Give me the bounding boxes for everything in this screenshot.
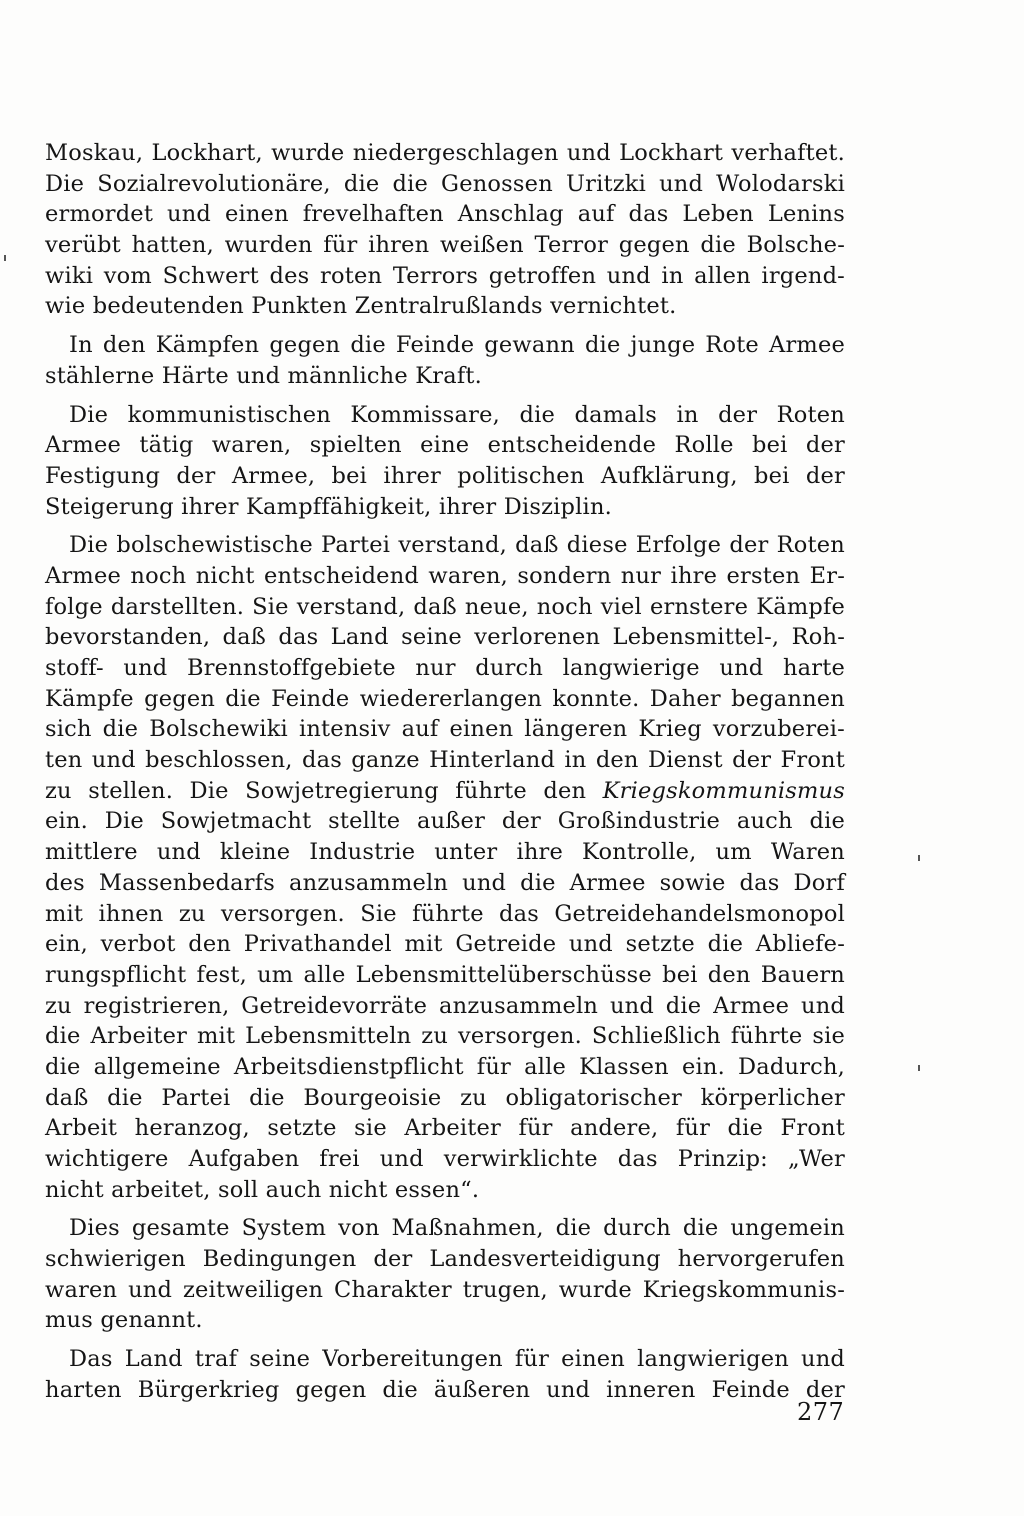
text-line: Die bolschewistische Partei verstand, daß diese Erfolge der Roten [69, 532, 845, 559]
text-line: zu registrieren, Getreidevorräte anzusammeln und die Armee und [45, 992, 845, 1019]
text-line: harten Bürgerkrieg gegen die äußeren und inneren Feinde der [45, 1376, 845, 1403]
text-line: verübt hatten, wurden für ihren weißen Terror gegen die Bolsche- [45, 232, 845, 259]
text-line: ein. Die Sowjetmacht stellte außer der Großindustrie auch die [45, 808, 845, 835]
paragraph [45, 400, 845, 523]
text-line: Steigerung ihrer Kampffähigkeit, ihrer Disziplin. [45, 493, 612, 520]
text-line: rungspflicht fest, um alle Lebensmittelüberschüsse bei den Bauern [45, 961, 845, 988]
text-line [45, 776, 845, 807]
text-line: Dies gesamte System von Maßnahmen, die durch die ungemein [69, 1215, 845, 1242]
paragraph [45, 330, 845, 391]
scan-speck [4, 255, 6, 261]
text-line: Die kommunistischen Kommissare, die damals in der Roten [69, 401, 845, 428]
text-line: mittlere und kleine Industrie unter ihre Kontrolle, um Waren [45, 839, 845, 866]
text-segment: zu stellen. Die Sowjetregierung führte den [45, 777, 587, 804]
text-line: daß die Partei die Bourgeoisie zu obligatorischer körperlicher [45, 1084, 845, 1111]
text-line: nicht arbeitet, soll auch nicht essen“. [45, 1176, 480, 1203]
text-line: wichtigere Aufgaben frei und verwirklichte das Prinzip: „Wer [45, 1146, 845, 1172]
emphasized-term: Kriegskommunismus [602, 777, 845, 804]
text-line: schwierigen Bedingungen der Landesverteidigung hervorgerufen [45, 1246, 845, 1273]
text-line: Kämpfe gegen die Feinde wiedererlangen konnte. Daher begannen [45, 685, 845, 712]
paragraph [45, 1213, 845, 1336]
text-line: Arbeit heranzog, setzte sie Arbeiter für andere, für die Front [45, 1115, 845, 1142]
page-number: 277 [797, 1398, 845, 1426]
scan-speck [918, 1065, 920, 1071]
text-line: ein, verbot den Privathandel mit Getreide und setzte die Abliefe- [45, 931, 845, 958]
text-line: ten und beschlossen, das ganze Hinterland in den Dienst der Front [45, 747, 845, 774]
text-line: die allgemeine Arbeitsdienstpflicht für alle Klassen ein. Dadurch, [45, 1053, 845, 1080]
paragraph [45, 1344, 845, 1405]
scan-speck [918, 855, 920, 861]
text-line: ermordet und einen frevelhaften Anschlag auf das Leben Lenins [45, 201, 845, 228]
text-line: stählerne Härte und männliche Kraft. [45, 362, 482, 389]
text-line: Die Sozialrevolutionäre, die die Genossen Uritzki und Wolodarski [45, 170, 845, 197]
text-line: In den Kämpfen gegen die Feinde gewann die junge Rote Armee [69, 332, 845, 359]
paragraph [45, 530, 845, 1205]
text-line: Armee noch nicht entscheidend waren, sondern nur ihre ersten Er- [45, 562, 845, 589]
text-line: Das Land traf seine Vorbereitungen für einen langwierigen und [69, 1346, 845, 1373]
text-line: waren und zeitweiligen Charakter trugen, wurde Kriegskommunis- [45, 1276, 845, 1303]
paragraph [45, 138, 845, 322]
text-line: die Arbeiter mit Lebensmitteln zu versorgen. Schließlich führte sie [45, 1023, 845, 1050]
text-line: mit ihnen zu versorgen. Sie führte das Getreidehandelsmonopol [45, 900, 845, 927]
text-line: des Massenbedarfs anzusammeln und die Armee sowie das Dorf [45, 869, 845, 896]
text-line: sich die Bolschewiki intensiv auf einen längeren Krieg vorzuberei- [45, 716, 845, 743]
text-line: wiki vom Schwert des roten Terrors getroffen und in allen irgend- [45, 262, 845, 289]
text-line: wie bedeutenden Punkten Zentralrußlands vernichtet. [45, 293, 677, 320]
text-line: stoff- und Brennstoffgebiete nur durch langwierige und harte [45, 655, 845, 681]
text-line: Moskau, Lockhart, wurde niedergeschlagen und Lockhart verhaftet. [45, 140, 845, 166]
text-line: mus genannt. [45, 1307, 203, 1334]
text-line: bevorstanden, daß das Land seine verlorenen Lebensmittel-, Roh- [45, 624, 845, 651]
text-line: Festigung der Armee, bei ihrer politischen Aufklärung, bei der [45, 462, 845, 489]
text-line: Armee tätig waren, spielten eine entscheidende Rolle bei der [45, 432, 845, 459]
text-line: folge darstellten. Sie verstand, daß neue, noch viel ernstere Kämpfe [45, 593, 845, 620]
body-text [45, 138, 845, 1406]
